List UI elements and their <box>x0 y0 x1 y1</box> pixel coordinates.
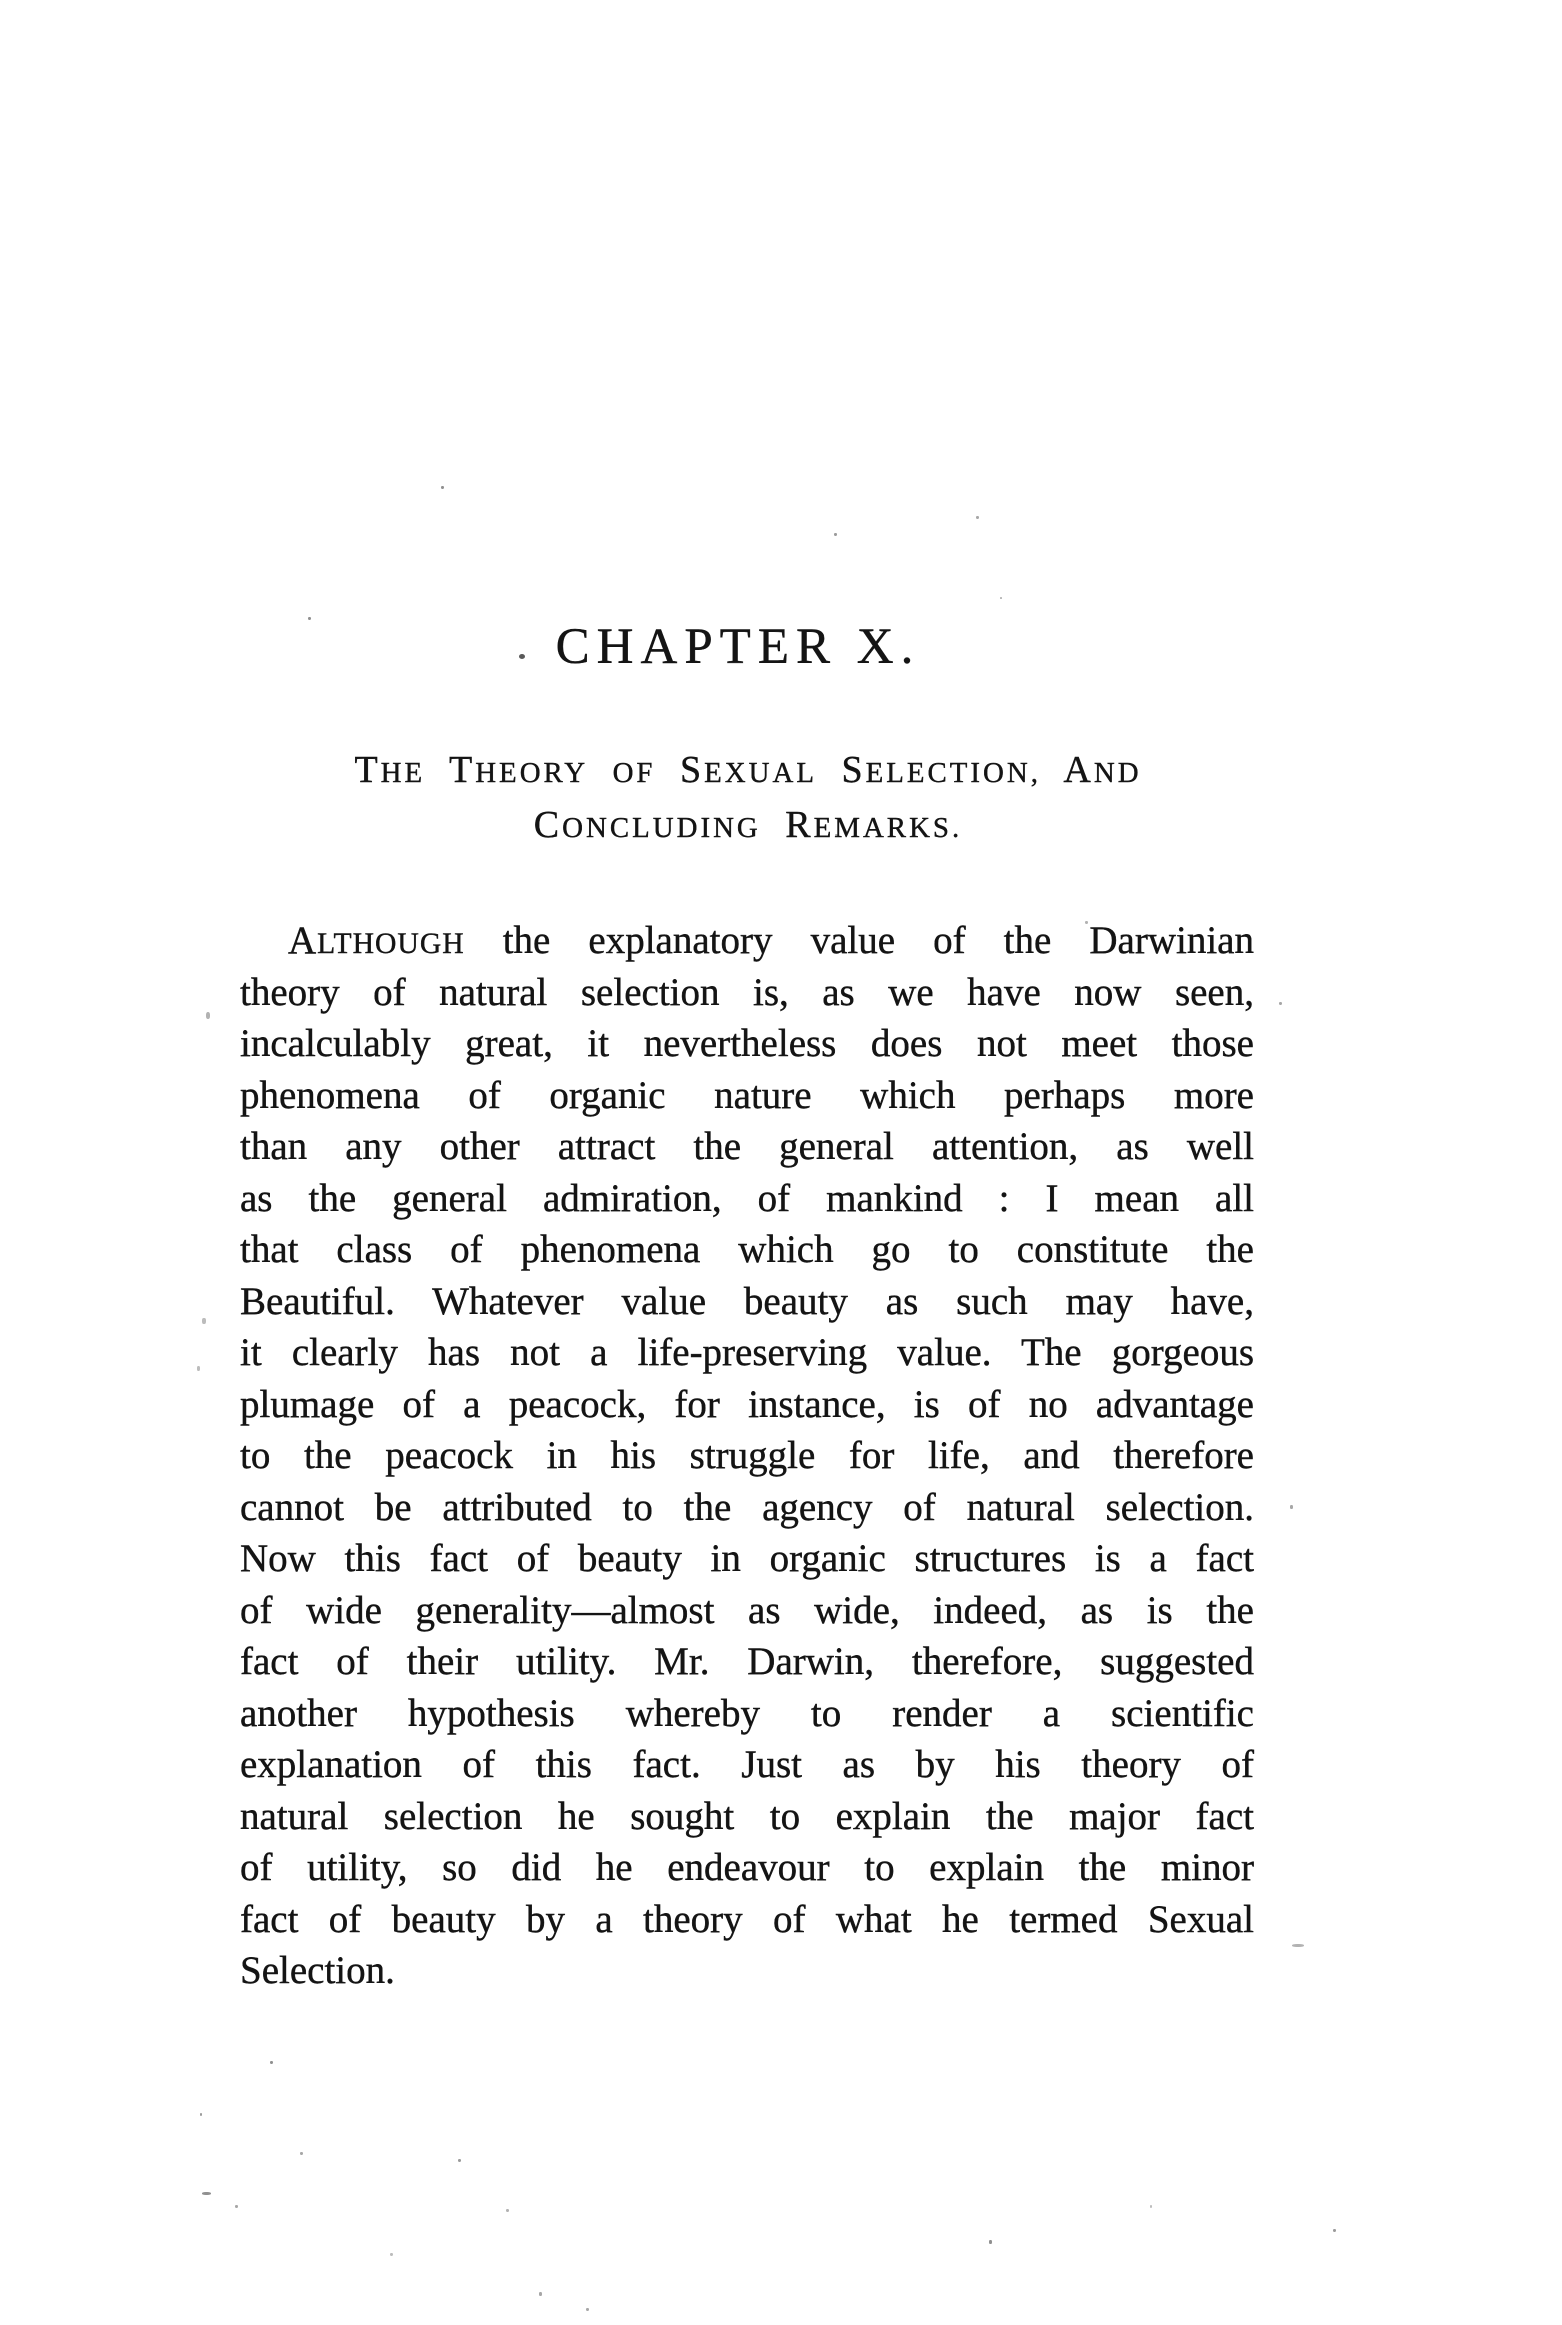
scan-speck <box>1000 597 1002 599</box>
paragraph-line: theory of natural selection is, as we have now seen, <box>240 970 1254 1014</box>
scan-speck <box>206 1012 210 1019</box>
paragraph-line: it clearly has not a life-preserving value. The gorgeous <box>240 1331 1254 1374</box>
scan-speck <box>1290 1505 1293 1509</box>
paragraph-line: another hypothesis whereby to render a scientific <box>240 1691 1254 1735</box>
subtitle-line-1: THE THEORY OF SEXUAL SELECTION, AND <box>354 749 1142 791</box>
body-paragraph <box>240 915 1254 1997</box>
scan-speck <box>441 486 444 489</box>
scan-speck <box>300 2152 303 2155</box>
scan-speck <box>202 1318 206 1324</box>
scan-speck <box>390 2253 393 2256</box>
paragraph-line: phenomena of organic nature which perhaps more <box>240 1073 1254 1117</box>
scan-speck <box>202 2192 211 2195</box>
paragraph-line: explanation of this fact. Just as by his theory of <box>240 1743 1254 1786</box>
scan-speck <box>1279 1002 1282 1005</box>
scan-speck <box>1085 921 1088 924</box>
paragraph-line: fact of beauty by a theory of what he termed Sexual <box>240 1897 1254 1941</box>
paragraph-line: to the peacock in his struggle for life, and therefore <box>240 1434 1254 1477</box>
paragraph-line: that class of phenomena which go to constitute the <box>240 1228 1254 1271</box>
paragraph-line: Now this fact of beauty in organic structures is a fact <box>240 1537 1254 1580</box>
paragraph-line: ALTHOUGH the explanatory value of the Darwinian <box>288 919 1254 962</box>
scan-speck <box>1333 2229 1336 2232</box>
chapter-heading: CHAPTER X. <box>555 619 921 675</box>
paragraph-line: incalculably great, it nevertheless does not meet those <box>240 1022 1254 1065</box>
scan-speck <box>539 2292 542 2296</box>
scan-speck <box>1150 2205 1152 2208</box>
paragraph-line: as the general admiration, of mankind : I mean all <box>240 1176 1254 1220</box>
scan-speck <box>835 834 838 837</box>
paragraph-line: than any other attract the general attention, as well <box>240 1125 1254 1168</box>
scan-speck <box>308 617 311 620</box>
paragraph-line: of utility, so did he endeavour to explain the minor <box>240 1846 1254 1889</box>
paragraph-line: Selection. <box>240 1949 395 1992</box>
scan-speck <box>197 1366 200 1371</box>
scan-speck <box>586 2308 589 2311</box>
lead-word: ALTHOUGH <box>288 919 465 962</box>
paragraph-line: plumage of a peacock, for instance, is of no advantage <box>240 1382 1254 1426</box>
scan-speck <box>235 2205 238 2208</box>
paragraph-line: fact of their utility. Mr. Darwin, therefore, suggested <box>240 1640 1254 1683</box>
paragraph-line: Beautiful. Whatever value beauty as such may have, <box>240 1279 1254 1323</box>
scan-speck <box>1292 1944 1304 1947</box>
paragraph-line: of wide generality—almost as wide, indeed, as is the <box>240 1588 1254 1632</box>
paragraph-line: cannot be attributed to the agency of natural selection. <box>240 1485 1254 1529</box>
scan-speck <box>834 533 837 536</box>
scan-speck <box>506 2209 509 2212</box>
scan-speck <box>976 516 979 519</box>
scan-speck <box>458 2159 461 2162</box>
scan-speck <box>989 2240 992 2244</box>
chapter-subtitle <box>0 744 1496 854</box>
paragraph-line: natural selection he sought to explain the major fact <box>240 1794 1254 1838</box>
subtitle-line-2: CONCLUDING REMARKS. <box>533 804 963 846</box>
scan-speck <box>200 2113 202 2116</box>
scan-speck <box>270 2061 273 2064</box>
